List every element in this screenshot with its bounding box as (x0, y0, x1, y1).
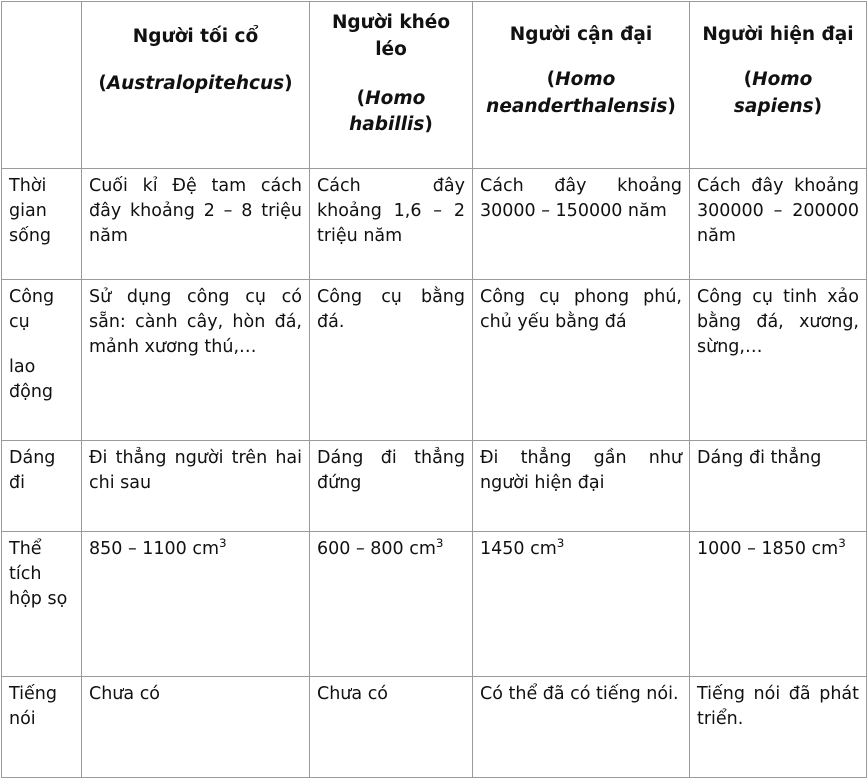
table-row (2, 280, 867, 441)
cell-tools-habilis: Công cụ bằng đá. (310, 280, 473, 441)
paren-close: ) (284, 72, 293, 94)
column-header-homo-habilis (310, 2, 473, 169)
column-header-neanderthalensis (473, 2, 690, 169)
table-row (2, 169, 867, 280)
cell-time-sapiens: Cách đây khoảng 300000 – 200000 năm (690, 169, 867, 280)
cell-brain-sapiens (690, 532, 867, 677)
column-header-name: Người hiện đại (702, 24, 854, 45)
cell-gait-neanderthalensis: Đi thẳng gần như người hiện đại (473, 441, 690, 532)
row-header-gait: Dáng đi (2, 441, 82, 532)
cell-speech-australopithecus: Chưa có (82, 677, 310, 778)
cell-brain-habilis (310, 532, 473, 677)
row-header-line-2: lao động (9, 356, 54, 402)
cell-value: 1450 cm (480, 539, 557, 559)
cell-superscript: 3 (219, 536, 227, 551)
column-header-scientific (697, 67, 859, 121)
paren-open: ( (356, 87, 366, 109)
cell-speech-habilis: Chưa có (310, 677, 473, 778)
paren-open: ( (98, 72, 107, 94)
paren-open: ( (743, 68, 753, 90)
row-header-cranial-capacity: Thể tích hộp sọ (2, 532, 82, 677)
cell-superscript: 3 (435, 536, 444, 551)
table-header-row (2, 2, 867, 169)
cell-time-australopithecus: Cuối kỉ Đệ tam cách đây khoảng 2 – 8 triệu năm (82, 169, 310, 280)
cell-superscript: 3 (556, 536, 565, 551)
scientific-name: Homo neanderthalensis (486, 68, 668, 117)
cell-gait-australopithecus: Đi thẳng người trên hai chi sau (82, 441, 310, 532)
row-header-spacer (9, 335, 74, 355)
paren-open: ( (546, 68, 556, 90)
paren-close: ) (667, 95, 676, 117)
cell-tools-sapiens: Công cụ tinh xảo bằng đá, xương, sừng,… (690, 280, 867, 441)
cell-value: 1000 – 1850 cm (697, 539, 839, 559)
column-header-sapiens (690, 2, 867, 169)
row-header-time-lived: Thời gian sống (2, 169, 82, 280)
cell-time-neanderthalensis: Cách đây khoảng 30000 – 150000 năm (473, 169, 690, 280)
cell-time-habilis: Cách đây khoảng 1,6 – 2 triệu năm (310, 169, 473, 280)
cell-speech-neanderthalensis: Có thể đã có tiếng nói. (473, 677, 690, 778)
cell-tools-australopithecus: Sử dụng công cụ có sẵn: cành cây, hòn đá, mảnh xương thú,… (82, 280, 310, 441)
column-header-scientific (480, 67, 682, 121)
cell-superscript: 3 (838, 536, 846, 551)
cell-tools-neanderthalensis: Công cụ phong phú, chủ yếu bằng đá (473, 280, 690, 441)
cell-value: 850 – 1100 cm (89, 539, 220, 559)
paren-close: ) (424, 114, 433, 136)
cell-gait-sapiens: Dáng đi thẳng (690, 441, 867, 532)
column-header-name: Người khéo léo (331, 12, 451, 60)
table-row (2, 532, 867, 677)
column-header-australopithecus (82, 2, 310, 169)
column-header-scientific (317, 86, 465, 140)
cell-speech-sapiens: Tiếng nói đã phát triển. (690, 677, 867, 778)
row-header-tools (2, 280, 82, 441)
scientific-name: Homo habillis (349, 87, 426, 136)
cell-value: 600 – 800 cm (317, 539, 436, 559)
scientific-name: Homo sapiens (733, 68, 814, 117)
column-header-scientific (89, 71, 302, 98)
table-row (2, 677, 867, 778)
table-corner-cell (2, 2, 82, 169)
column-header-name: Người tối cổ (132, 26, 259, 47)
paren-close: ) (813, 95, 823, 117)
cell-brain-australopithecus (82, 532, 310, 677)
row-header-speech: Tiếng nói (2, 677, 82, 778)
column-header-name: Người cận đại (509, 24, 653, 45)
cell-brain-neanderthalensis (473, 532, 690, 677)
row-header-line-1: Công cụ (9, 287, 55, 332)
scientific-name: Australopitehcus (106, 72, 285, 94)
cell-gait-habilis: Dáng đi thẳng đứng (310, 441, 473, 532)
table-row (2, 441, 867, 532)
comparison-table (1, 1, 867, 778)
